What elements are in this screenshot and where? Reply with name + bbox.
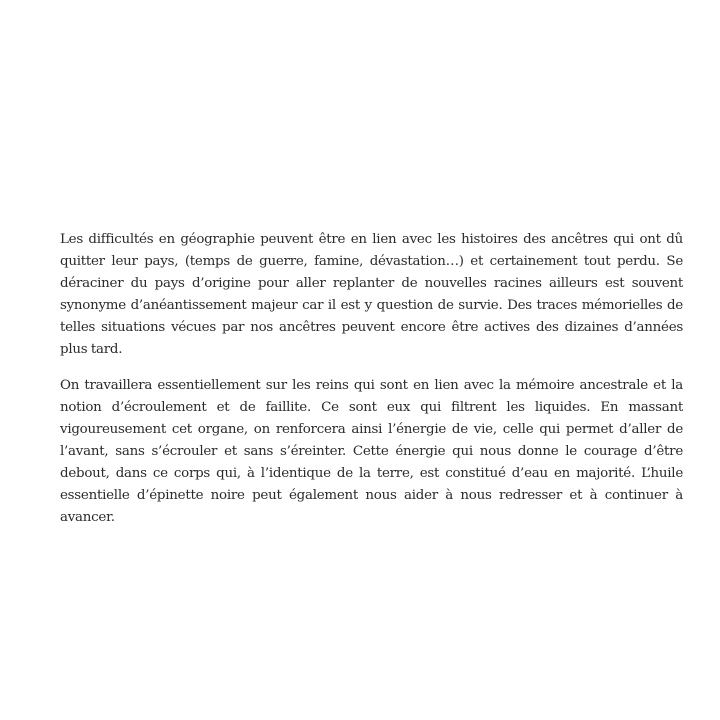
body-text	[60, 229, 683, 543]
paragraph-kidneys: On travaillera essentiellement sur les reins qui sont en lien avec la mémoire ancestrale et la notion d’écroulement et de faillite. Ce sont eux qui filtrent les liquides. En massant vigoureusement cet organe, on renforcera ainsi l’énergie de vie, celle qui permet d’aller de l’avant, sans s’écrouler et sans s’éreinter. Cette énergie qui nous donne le courage d’être debout, dans ce corps qui, à l’identique de la terre, est constitué d’eau en majorité. L’huile essentielle d’épinette noire peut également nous aider à nous redresser et à continuer à avancer.	[60, 378, 683, 525]
paragraph-ancestors: Les difficultés en géographie peuvent être en lien avec les histoires des ancêtres qui ont dû quitter leur pays, (temps de guerre, famine, dévastation…) et certainement tout perdu. Se déraciner du pays d’origine pour aller replanter de nouvelles racines ailleurs est souvent synonyme d’anéantissement majeur car il est y question de survie. Des traces mémorielles de telles situations vécues par nos ancêtres peuvent encore être actives des dizaines d’années plus tard.	[60, 232, 683, 357]
